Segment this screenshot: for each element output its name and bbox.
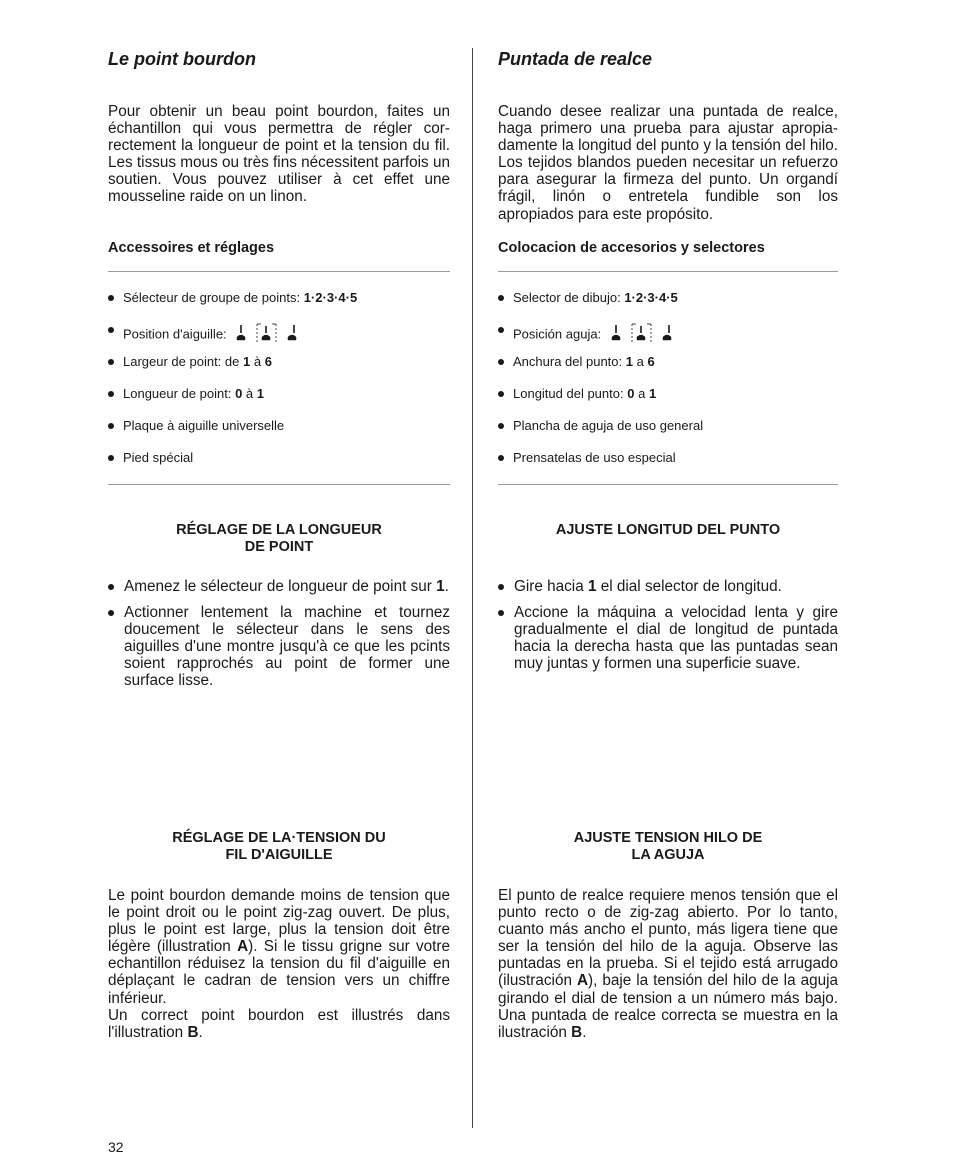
- left-intro: Pour obtenir un beau point bourdon, faites un échantillon qui vous permettra de régler correctement la longueur de point et la tension du fil. Les tissus mous ou très fins nécessitent parfois un soutien. Vous pouvez utiliser à cet effet une mousseline raide on un linon.: [108, 103, 450, 206]
- list-item: Plancha de aguja de uso general: [498, 418, 703, 450]
- left-tension-heading: RÉGLAGE DE LA·TENSION DU FIL D'AIGUILLE: [172, 830, 386, 863]
- left-stitch-length-steps: [108, 578, 450, 699]
- list-item: Amenez le sélecteur de longueur de point sur 1.: [108, 578, 450, 595]
- right-tension-heading: AJUSTE TENSION HILO DE LA AGUJA: [573, 830, 763, 863]
- needle-position-icon: [611, 322, 687, 348]
- left-tension-text: Le point bourdon demande moins de tension que le point droit ou le point zig-zag ouvert. De plus, plus le point est large, plus la tension doit être légère (illustration A). Si le tissu grigne sur votre echantillon réduisez la tension du fil d'aiguille en déplaçant le cadran de tension vers un chiffre inférieur. Un correct point bourdon est illustrés dans l'illustration B.: [108, 887, 450, 1041]
- list-item: Anchura del punto: 1 a 6: [498, 354, 703, 386]
- list-item: Longitud del punto: 0 a 1: [498, 386, 703, 418]
- right-stitch-length-heading: AJUSTE LONGITUD DEL PUNTO: [555, 522, 781, 538]
- left-settings-list: [108, 290, 357, 482]
- list-item: Plaque à aiguille universelle: [108, 418, 357, 450]
- right-rule-bottom: [498, 484, 838, 485]
- right-intro: Cuando desee realizar una puntada de realce, haga primero una prueba para ajustar apropiadamente la longitud del punto y la tensión del hilo. Los tejidos blandos pueden necesitar un refuerzo para asegurar la firmeza del punto. Un organdí frágil, linón o entretela fundible son los apropiados para este propósito.: [498, 103, 838, 223]
- right-rule-top: [498, 271, 838, 272]
- left-title: Le point bourdon: [108, 49, 256, 69]
- list-item: Prensatelas de uso especial: [498, 450, 703, 482]
- list-item: Largeur de point: de 1 à 6: [108, 354, 357, 386]
- left-rule-bottom: [108, 484, 450, 485]
- list-item: Gire hacia 1 el dial selector de longitud.: [498, 578, 838, 595]
- right-settings-list: [498, 290, 703, 482]
- list-item: Selector de dibujo: 1·2·3·4·5: [498, 290, 703, 322]
- left-accessories-heading: Accessoires et réglages: [108, 240, 275, 256]
- right-tension-text: El punto de realce requiere menos tensión que el punto recto o de zig-zag abierto. Por lo tanto, cuanto más ancho el punto, más ligera tiene que ser la tensión del hilo de la aguja. Observe las puntadas en la prueba. Si el tejido está arrugado (ilustración A), baje la tensión del hilo de la aguja girando el dial de tension a un número más bajo. Una puntada de realce correcta se muestra en la ilustración B.: [498, 887, 839, 1041]
- list-item: Pied spécial: [108, 450, 357, 482]
- list-item: Longueur de point: 0 à 1: [108, 386, 357, 418]
- list-item: Posición aguja:: [498, 322, 703, 354]
- left-rule-top: [108, 271, 450, 272]
- left-stitch-length-heading: RÉGLAGE DE LA LONGUEUR DE POINT: [176, 522, 382, 555]
- list-item: Sélecteur de groupe de points: 1·2·3·4·5: [108, 290, 357, 322]
- list-item: Actionner lentement la machine et tournez doucement le sélecteur dans le sens des aiguilles d'une montre jusqu'à ce que les pcints soient rapprochés au point de former une surface lisse.: [108, 604, 450, 689]
- needle-position-icon: [236, 322, 312, 348]
- list-item: Position d'aiguille:: [108, 322, 357, 354]
- right-title: Puntada de realce: [498, 49, 653, 69]
- right-accessories-heading: Colocacion de accesorios y selectores: [498, 240, 765, 256]
- page-number: 32: [108, 1139, 124, 1155]
- right-stitch-length-steps: [498, 578, 838, 681]
- list-item: Accione la máquina a velocidad lenta y gire gradualmente el dial de longitud de puntada hacia la derecha hasta que las puntadas sean muy juntas y formen una superficie suave.: [498, 604, 838, 672]
- column-divider: [472, 48, 473, 1128]
